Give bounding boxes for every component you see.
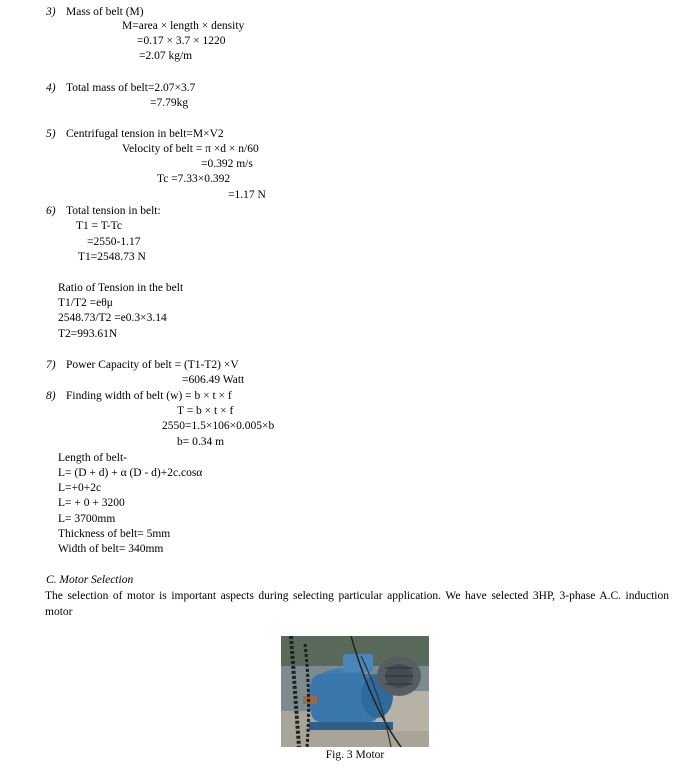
ratio-line: T1/T2 =eθμ xyxy=(58,297,113,309)
equation-line: =0.17 × 3.7 × 1220 xyxy=(137,35,226,47)
figure-caption: Fig. 3 Motor xyxy=(325,749,385,761)
section-number: 5) xyxy=(46,128,56,140)
equation-line: T = b × t × f xyxy=(177,405,234,417)
section-title: Mass of belt (M) xyxy=(66,6,144,18)
motor-photo xyxy=(281,636,429,747)
equation-line: M=area × length × density xyxy=(122,20,245,32)
body-paragraph: The selection of motor is important aspects during selecting particular application. We have selected 3HP, 3-phase A.C. induction motor xyxy=(45,590,669,618)
equation-line: =7.79kg xyxy=(150,97,189,109)
length-line: L=+0+2c xyxy=(58,482,102,494)
equation-line: =0.392 m/s xyxy=(201,158,253,170)
section-number: 6) xyxy=(46,205,56,217)
length-line: L= (D + d) + α (D - d)+2c.cosα xyxy=(58,467,203,479)
ratio-line: Ratio of Tension in the belt xyxy=(58,282,184,294)
section-number: 4) xyxy=(46,82,56,94)
section-title: Total mass of belt=2.07×3.7 xyxy=(66,82,196,94)
equation-line: T1=2548.73 N xyxy=(78,251,146,263)
section-number: 3) xyxy=(46,6,56,18)
equation-line: Tc =7.33×0.392 xyxy=(157,173,231,185)
ratio-line: 2548.73/T2 =e0.3×3.14 xyxy=(58,312,167,324)
equation-line: b= 0.34 m xyxy=(177,436,225,448)
equation-line: =2550-1.17 xyxy=(87,236,141,248)
section-title: Power Capacity of belt = (T1-T2) ×V xyxy=(66,359,239,371)
equation-line: =2.07 kg/m xyxy=(139,50,193,62)
section-number: 7) xyxy=(46,359,56,371)
length-line: Width of belt= 340mm xyxy=(58,543,164,555)
section-heading: C. Motor Selection xyxy=(46,574,134,586)
equation-line: =606.49 Watt xyxy=(182,374,245,386)
section-title: Total tension in belt: xyxy=(66,205,161,217)
equation-line: Velocity of belt = π ×d × n/60 xyxy=(122,143,259,155)
length-line: Length of belt- xyxy=(58,452,127,464)
length-line: Thickness of belt= 5mm xyxy=(58,528,171,540)
equation-line: T1 = T-Tc xyxy=(76,220,122,232)
equation-line: =1.17 N xyxy=(228,189,266,201)
section-number: 8) xyxy=(46,390,56,402)
length-line: L= 3700mm xyxy=(58,513,116,525)
ratio-line: T2=993.61N xyxy=(58,328,118,340)
section-title: Centrifugal tension in belt=M×V2 xyxy=(66,128,224,140)
equation-line: 2550=1.5×106×0.005×b xyxy=(162,420,275,432)
section-title: Finding width of belt (w) = b × t × f xyxy=(66,390,232,402)
length-line: L= + 0 + 3200 xyxy=(58,497,125,509)
